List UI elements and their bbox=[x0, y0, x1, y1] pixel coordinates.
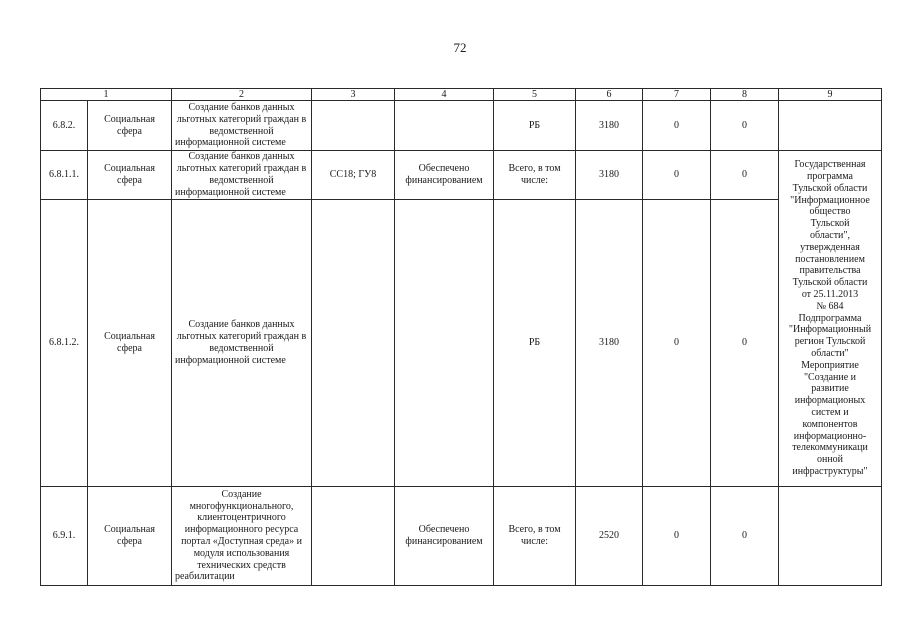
table-row bbox=[41, 101, 882, 151]
header-cell-6: 6 bbox=[576, 89, 643, 101]
header-cell-1: 1 bbox=[41, 89, 172, 101]
sphere-cell: Социальная сфера bbox=[88, 200, 172, 487]
value-2019-cell: 0 bbox=[643, 200, 711, 487]
source-cell: РБ bbox=[494, 101, 576, 151]
value-2020-cell: 0 bbox=[711, 487, 779, 586]
value-2018-cell: 3180 bbox=[576, 101, 643, 151]
header-cell-3: 3 bbox=[312, 89, 395, 101]
header-cell-5: 5 bbox=[494, 89, 576, 101]
header-cell-7: 7 bbox=[643, 89, 711, 101]
header-row bbox=[41, 89, 882, 101]
program-note-cell bbox=[779, 151, 882, 487]
sphere-cell: Социальная сфера bbox=[88, 151, 172, 200]
indicators-cell bbox=[312, 101, 395, 151]
source-cell: Всего, в том числе: bbox=[494, 487, 576, 586]
page-number: 72 bbox=[453, 40, 467, 55]
table-row bbox=[41, 487, 882, 586]
value-2019-cell: 0 bbox=[643, 151, 711, 200]
empty-note-cell bbox=[779, 487, 882, 586]
sphere-cell: Социальная сфера bbox=[88, 101, 172, 151]
indicators-cell: СС18; ГУ8 bbox=[312, 151, 395, 200]
table-row bbox=[41, 151, 882, 200]
indicators-cell bbox=[312, 487, 395, 586]
header-cell-2: 2 bbox=[172, 89, 312, 101]
header-cell-8: 8 bbox=[711, 89, 779, 101]
sphere-cell: Социальная сфера bbox=[88, 487, 172, 586]
header-cell-4: 4 bbox=[395, 89, 494, 101]
row-number: 6.9.1. bbox=[41, 487, 88, 586]
data-table bbox=[40, 88, 882, 586]
header-cell-9: 9 bbox=[779, 89, 882, 101]
result-cell bbox=[395, 101, 494, 151]
value-2019-cell: 0 bbox=[643, 101, 711, 151]
source-cell: Всего, в том числе: bbox=[494, 151, 576, 200]
table-row bbox=[41, 200, 882, 487]
value-2018-cell: 3180 bbox=[576, 151, 643, 200]
source-cell: РБ bbox=[494, 200, 576, 487]
indicators-cell bbox=[312, 200, 395, 487]
description-cell: Создание банков данных льготных категорий граждан в ведомственной информационной системе bbox=[172, 151, 312, 200]
value-2018-cell: 3180 bbox=[576, 200, 643, 487]
result-cell bbox=[395, 200, 494, 487]
empty-note-cell bbox=[779, 101, 882, 151]
description-cell: Создание банков данных льготных категорий граждан в ведомственной информационной системе bbox=[172, 101, 312, 151]
value-2019-cell: 0 bbox=[643, 487, 711, 586]
row-number: 6.8.1.1. bbox=[41, 151, 88, 200]
result-cell: Обеспечено финансированием bbox=[395, 487, 494, 586]
value-2018-cell: 2520 bbox=[576, 487, 643, 586]
description-cell: Создание многофункционального, клиентоцентричного информационного ресурса портал «Доступная среда» и модуля использования технических средств реабилитации bbox=[172, 487, 312, 586]
result-cell: Обеспечено финансированием bbox=[395, 151, 494, 200]
value-2020-cell: 0 bbox=[711, 151, 779, 200]
program-note: Государственная программа Тульской области "Информационное общество Тульской области", утвержденная постановлением правительства Тульской области от 25.11.2013 № 684 Подпрограмма "Информационный регион Тульской области" Мероприятие "Создание и развитие информационых систем и компонентов информационно- телекоммуникаци онной инфраструктуры" bbox=[788, 159, 872, 477]
description-cell: Создание банков данных льготных категорий граждан в ведомственной информационной системе bbox=[172, 200, 312, 487]
value-2020-cell: 0 bbox=[711, 101, 779, 151]
value-2020-cell: 0 bbox=[711, 200, 779, 487]
row-number: 6.8.2. bbox=[41, 101, 88, 151]
row-number: 6.8.1.2. bbox=[41, 200, 88, 487]
